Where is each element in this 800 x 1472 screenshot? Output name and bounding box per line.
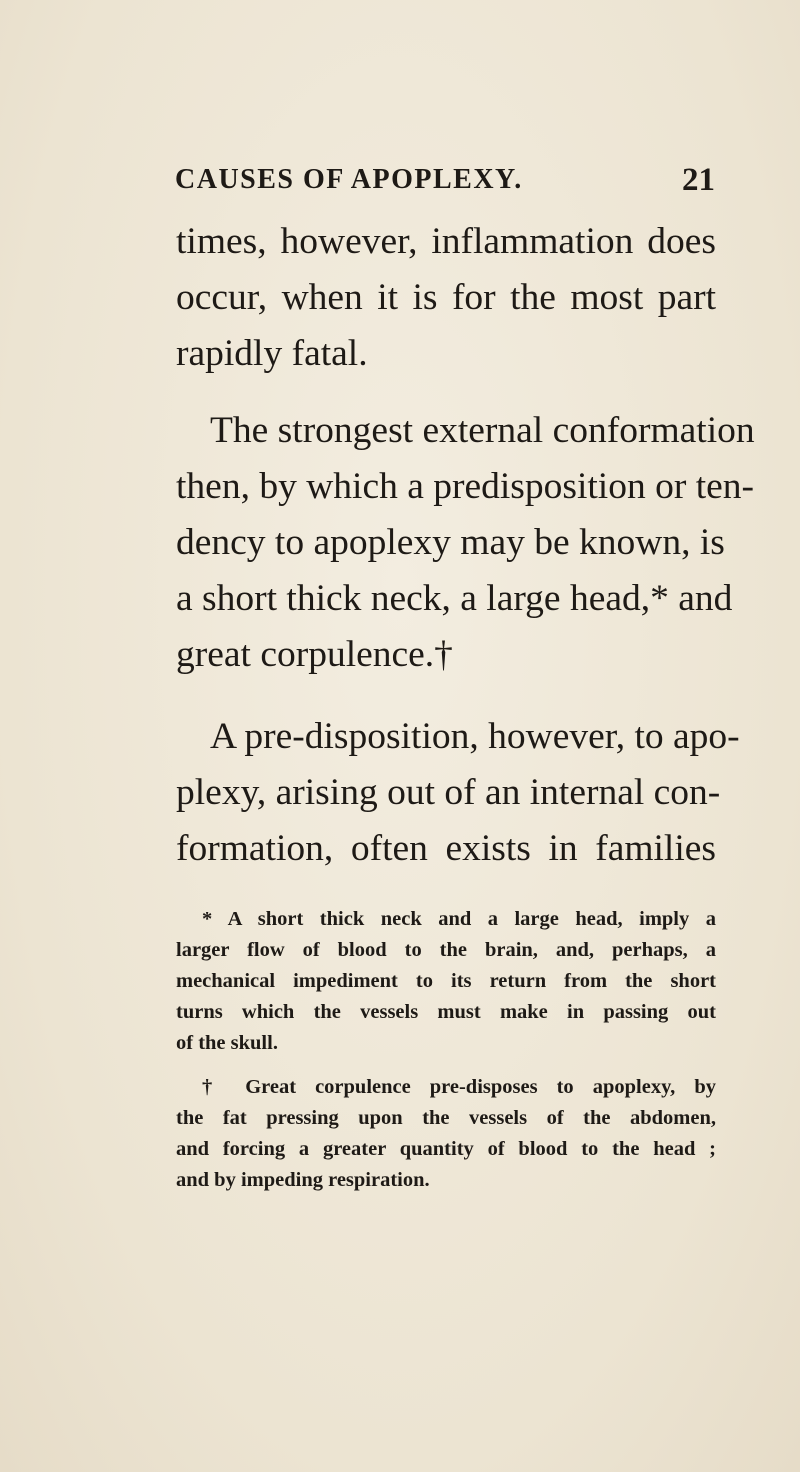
footnote-line: larger flow of blood to the brain, and, perhaps, a bbox=[176, 939, 716, 961]
footnote-spacer bbox=[176, 1059, 716, 1072]
footnotes bbox=[176, 904, 716, 1196]
paragraph-spacer bbox=[176, 683, 716, 709]
text-line: great corpulence.† bbox=[176, 634, 453, 675]
paragraph-2 bbox=[176, 403, 755, 683]
footnote-dagger bbox=[176, 1072, 716, 1196]
footnote-line: the fat pressing upon the vessels of the abdomen, bbox=[176, 1107, 716, 1129]
text-line: The strongest external conformation bbox=[210, 410, 755, 451]
running-title: CAUSES OF APOPLEXY. bbox=[175, 164, 523, 195]
footnote-line: turns which the vessels must make in passing out bbox=[176, 1001, 716, 1023]
footnote-line: and by impeding respiration. bbox=[176, 1169, 430, 1191]
body-text bbox=[176, 214, 755, 877]
paragraph-3 bbox=[176, 709, 740, 877]
footnote-line: mechanical impediment to its return from the short bbox=[176, 970, 716, 992]
paragraph-spacer bbox=[176, 382, 716, 403]
footnote-line: † Great corpulence pre-disposes to apoplexy, by bbox=[202, 1076, 716, 1098]
text-line: dency to apoplexy may be known, is bbox=[176, 522, 725, 563]
text-line: occur, when it is for the most part bbox=[176, 277, 716, 318]
footnote-line: * A short thick neck and a large head, imply a bbox=[202, 908, 716, 930]
footnote-line: and forcing a greater quantity of blood to the head ; bbox=[176, 1138, 716, 1160]
footnote-line: of the skull. bbox=[176, 1032, 278, 1054]
text-line: A pre-disposition, however, to apo- bbox=[210, 716, 740, 757]
footnote-asterisk bbox=[176, 904, 716, 1059]
page-number: 21 bbox=[682, 162, 715, 198]
paragraph-1 bbox=[176, 214, 716, 382]
text-line: times, however, inflammation does bbox=[176, 221, 716, 262]
running-head bbox=[175, 160, 715, 200]
text-line: a short thick neck, a large head,* and bbox=[176, 578, 733, 619]
text-line: formation, often exists in families bbox=[176, 828, 716, 869]
text-line: rapidly fatal. bbox=[176, 333, 368, 374]
text-line: then, by which a predisposition or ten- bbox=[176, 466, 755, 507]
text-line: plexy, arising out of an internal con- bbox=[176, 772, 721, 813]
